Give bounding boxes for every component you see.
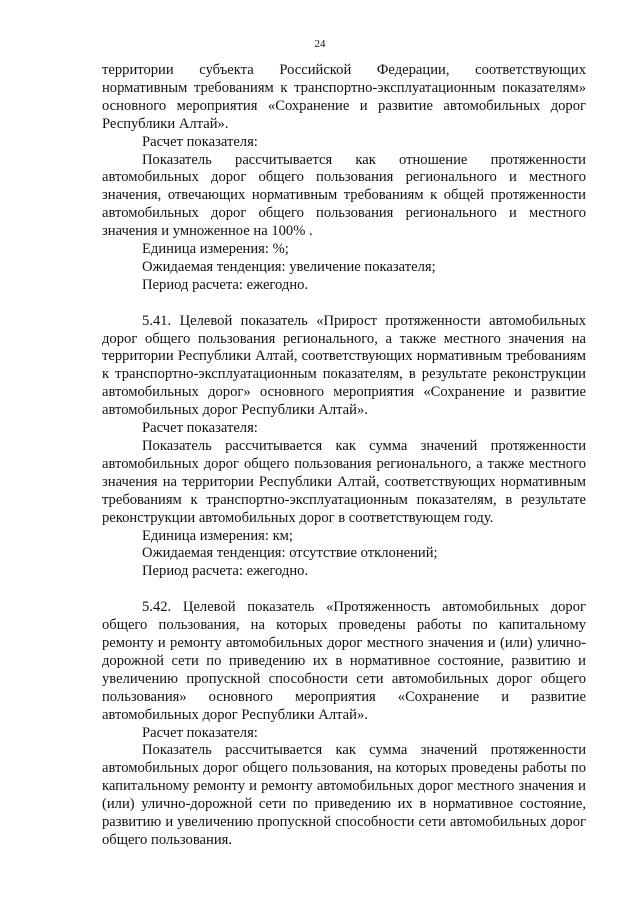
document-body xyxy=(102,62,586,850)
calc-description: Показатель рассчитывается как отношение протяженности автомобильных дорог общего пользования регионального и местного значения, отвечающих нормативным требованиям к общей протяженности автомобильных дорог общего пользования регионального и местного значения и умноженное на 100% . xyxy=(102,151,586,240)
calc-description: Показатель рассчитывается как сумма значений протяженности автомобильных дорог общего пользования, на которых проведены работы по капитальному ремонту и ремонту автомобильных дорог местного значения и (или) улично-дорожной сети по приведению их в нормативное состояние, развитию и увеличению пропускной способности сети автомобильных дорог общего пользования. xyxy=(102,742,586,848)
period-line: Период расчета: ежегодно. xyxy=(142,563,309,580)
indicator-5-41-title: 5.41. Целевой показатель «Прирост протяженности автомобильных дорог общего пользования регионального, а также местного значения на территории Республики Алтай, соответствующих нормативным требованиям к транспортно-эксплуатационным показателям, в результате реконструкции автомобильных дорог» основного мероприятия «Сохранение и развитие автомобильных дорог Республики Алтай». xyxy=(102,312,586,419)
unit-line: Единица измерения: км; xyxy=(142,527,293,544)
calc-heading: Расчет показателя: xyxy=(142,420,258,437)
calc-heading: Расчет показателя: xyxy=(142,724,258,741)
unit-line: Единица измерения: %; xyxy=(142,241,289,258)
calc-heading: Расчет показателя: xyxy=(142,133,258,150)
paragraph-continuation: территории субъекта Российской Федерации, соответствующих нормативным требованиям к транспортно-эксплуатационным показателям» основного мероприятия «Сохранение и развитие автомобильных дорог Республики Алтай». xyxy=(102,62,586,132)
trend-line: Ожидаемая тенденция: увеличение показателя; xyxy=(142,258,436,275)
calc-description: Показатель рассчитывается как сумма значений протяженности автомобильных дорог общего пользования регионального, а также местного значения на территории Республики Алтай, соответствующих нормативным требованиям к транспортно-эксплуатационным показателям, в результате реконструкции автомобильных дорог в соответствующем году. xyxy=(102,438,586,526)
period-line: Период расчета: ежегодно. xyxy=(142,276,309,293)
indicator-5-42-title: 5.42. Целевой показатель «Протяженность автомобильных дорог общего пользования, на которых проведены работы по капитальному ремонту и ремонту автомобильных дорог местного значения и (или) улично-дорожной сети по приведению их в нормативное состояние, развитию и увеличению пропускной способности сети автомобильных дорог общего пользования» основного мероприятия «Сохранение и развитие автомобильных дорог Республики Алтай». xyxy=(102,599,586,723)
trend-line: Ожидаемая тенденция: отсутствие отклонений; xyxy=(142,545,438,562)
page-number: 24 xyxy=(314,38,326,50)
